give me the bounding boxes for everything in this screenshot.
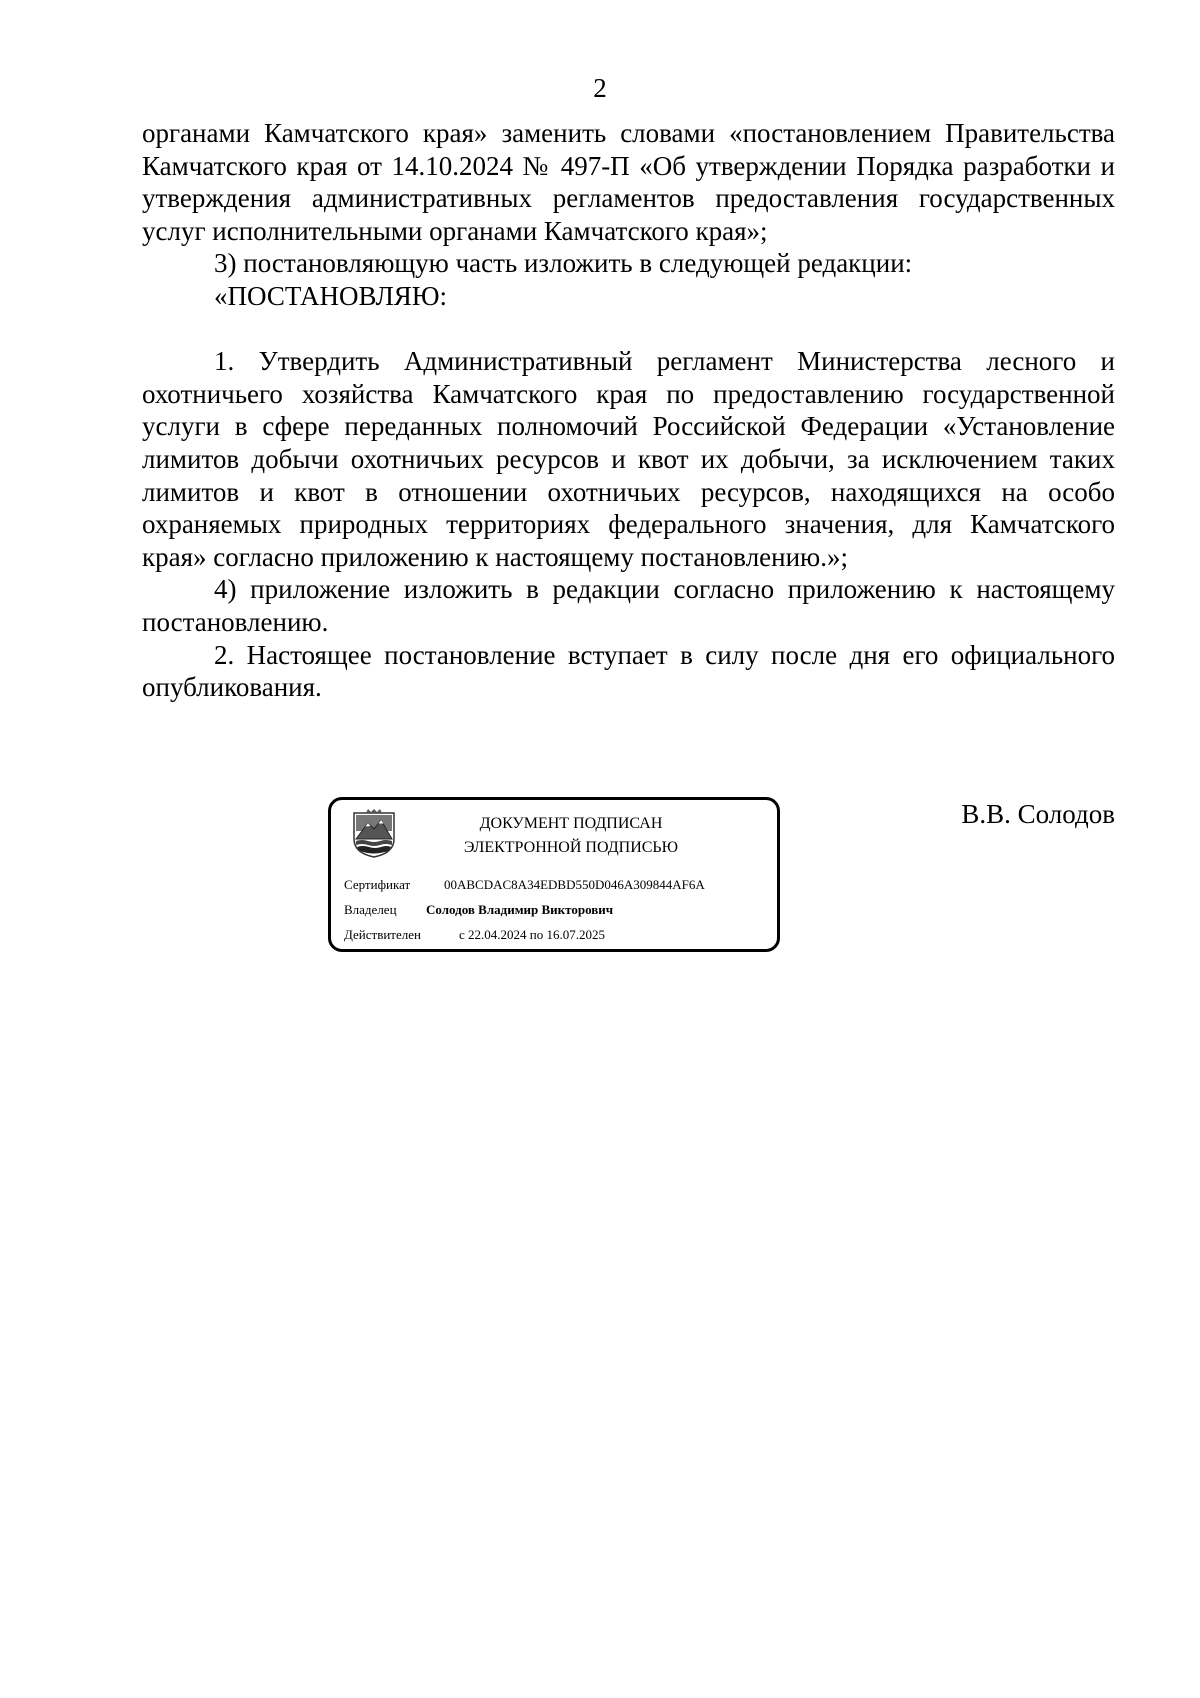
stamp-title-line2: ЭЛЕКТРОННОЙ ПОДПИСЬЮ xyxy=(463,839,679,856)
paragraph-resolve-heading: «ПОСТАНОВЛЯЮ: xyxy=(214,280,448,311)
page-number: 2 xyxy=(593,73,607,103)
paragraph-point-2: 2. Настоящее постановление вступает в силу после дня его официального опубликования. xyxy=(142,639,1115,703)
signatory-name: В.В. Солодов xyxy=(961,799,1115,829)
stamp-owner-row xyxy=(344,902,613,918)
paragraph-item-4: 4) приложение изложить в редакции согласно приложению к настоящему постановлению. xyxy=(142,574,1115,637)
paragraph-gap xyxy=(142,313,1115,346)
document-body xyxy=(142,117,1115,704)
owner-label: Владелец xyxy=(344,902,397,917)
stamp-title-line1: ДОКУМЕНТ ПОДПИСАН xyxy=(479,815,663,832)
paragraph-item-3: 3) постановляющую часть изложить в следующей редакции: xyxy=(214,248,913,279)
paragraph-point-1: 1. Утвердить Административный регламент Министерства лесного и охотничьего хозяйства Камчатского края по предоставлению государственной услуги в сфере переданных полномочий Российской Федерации «Установление лимитов добычи охотничьих ресурсов и квот их добычи, за исключением таких лимитов и квот в отношении охотничьих ресурсов, находящихся на особо охраняемых природных территориях федерального значения, для Камчатского края» согласно приложению к настоящему постановлению.»; xyxy=(142,346,1115,572)
valid-label: Действителен xyxy=(344,927,421,942)
paragraph-continuation: органами Камчатского края» заменить словами «постановлением Правительства Камчатского края от 14.10.2024 № 497-П «Об утверждении Порядка разработки и утверждения административных регламентов предоставления государственных услуг исполнительными органами Камчатского края»; xyxy=(142,118,1115,246)
kamchatka-coat-of-arms-icon xyxy=(348,809,400,859)
certificate-label: Сертификат xyxy=(344,877,411,892)
stamp-validity-row xyxy=(344,927,605,943)
stamp-certificate-row xyxy=(344,877,705,893)
electronic-signature-stamp xyxy=(328,797,780,952)
valid-value: с 22.04.2024 по 16.07.2025 xyxy=(459,927,605,942)
certificate-value: 00ABCDAC8A34EDBD550D046A309844AF6A xyxy=(444,877,705,892)
owner-value: Солодов Владимир Викторович xyxy=(426,902,614,917)
stamp-title xyxy=(421,812,721,860)
